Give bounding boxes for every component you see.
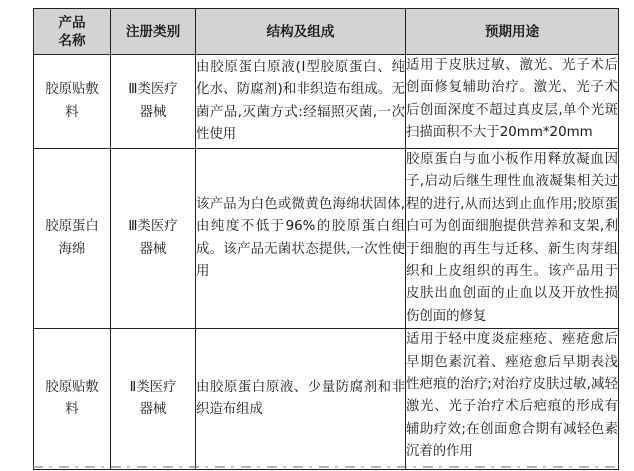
registration-category-cell: Ⅱ类医疗器械 <box>111 329 196 470</box>
product-table <box>33 8 619 470</box>
cut-off-next-line <box>33 463 618 471</box>
registration-category-cell: Ⅲ类医疗器械 <box>111 55 196 149</box>
composition-cell: 由胶原蛋白原液、少量防腐剂和非织造布组成 <box>196 329 406 470</box>
composition-cell: 该产品为白色或微黄色海绵状固体,由纯度不低于96%的胶原蛋白组成。该产品无菌状态提供,一次性使用 <box>196 149 406 329</box>
product-name-cell: 胶原贴敷料 <box>34 55 111 149</box>
table-row <box>34 55 619 149</box>
table-header-row <box>34 9 619 55</box>
header-registration-category: 注册类别 <box>111 9 196 55</box>
intended-use-cell: 适用于皮肤过敏、激光、光子术后创面修复辅助治疗。激光、光子术后创面深度不超过真皮层,单个光斑扫描面积不大于20mm*20mm <box>406 55 619 149</box>
product-name-cell: 胶原蛋白海绵 <box>34 149 111 329</box>
composition-cell: 由胶原蛋白原液(Ⅰ型胶原蛋白、纯化水、防腐剂)和非织造布组成。无菌产品,灭菌方式:经辐照灭菌,一次性使用 <box>196 55 406 149</box>
product-name-cell: 胶原贴敷料 <box>34 329 111 470</box>
intended-use-cell: 胶原蛋白与血小板作用释放凝血因子,启动后继生理性血液凝集相关过程的进行,从而达到止血作用;胶原蛋白可为创面细胞提供营养和支架,利于细胞的再生与迁移、新生肉芽组织和上皮组织的再生。该产品用于皮肤出血创面的止血以及开放性损伤创面的修复 <box>406 149 619 329</box>
intended-use-cell: 适用于轻中度炎症痤疮、痤疮愈后早期色素沉着、痤疮愈后早期表浅性疤痕的治疗;对治疗皮肤过敏,减轻激光、光子治疗术后疤痕的形成有辅助疗效;在创面愈合期有减轻色素沉着的作用 <box>406 329 619 470</box>
table-row <box>34 329 619 470</box>
table-row <box>34 149 619 329</box>
header-structure-composition: 结构及组成 <box>196 9 406 55</box>
registration-category-cell: Ⅲ类医疗器械 <box>111 149 196 329</box>
header-intended-use: 预期用途 <box>406 9 619 55</box>
header-product-name: 产品名称 <box>34 9 111 55</box>
